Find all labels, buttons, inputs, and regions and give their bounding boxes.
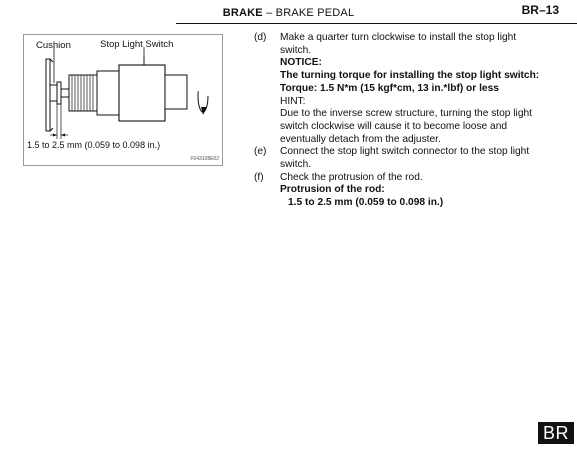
step-text: Check the protrusion of the rod. [280,171,423,183]
step-e [254,146,544,171]
step-d [254,32,544,146]
page-number: BR–13 [521,3,559,17]
page-header-title [0,7,577,19]
header-separator: – [266,7,273,19]
step-marker: (e) [254,146,267,158]
header-rule [176,23,577,24]
bracket-plate [46,59,50,131]
step-text: Connect the stop light switch connector to the stop light switch. [280,146,530,171]
notice-label: NOTICE: [280,57,322,69]
figure-code: F043108E02 [190,156,219,162]
hint-text: Due to the inverse screw structure, turning the stop light switch clockwise will cause it to become loose and eventually detach from the adjuster. [280,108,532,145]
dimension-label: 1.5 to 2.5 mm (0.059 to 0.098 in.) [27,140,161,150]
notice-text: The turning torque for installing the stop light switch: [280,70,540,82]
switch-rod [61,89,69,97]
switch-illustration [23,34,223,166]
switch-collar [97,71,119,115]
switch-body [119,65,165,121]
stop-light-switch-label: Stop Light Switch [100,39,174,50]
header-section: BRAKE [222,7,263,19]
step-marker: (f) [254,171,264,183]
torque-spec: Torque: 1.5 N*m (15 kgf*cm, 13 in.*lbf) or less [280,82,499,94]
step-marker: (d) [254,32,267,43]
spec-value: 1.5 to 2.5 mm (0.059 to 0.098 in.) [288,197,444,209]
hint-label: HINT: [280,95,306,107]
header-subsection: BRAKE PEDAL [275,7,355,19]
step-text: Make a quarter turn clockwise to install the stop light switch. [280,32,517,56]
spec-label: Protrusion of the rod: [280,184,385,196]
cushion-label: Cushion [36,40,71,51]
connector-housing [165,75,187,109]
step-f [254,172,544,210]
procedure-steps [254,32,544,210]
arrow-head-icon [201,107,207,115]
section-tab: BR [538,422,574,444]
